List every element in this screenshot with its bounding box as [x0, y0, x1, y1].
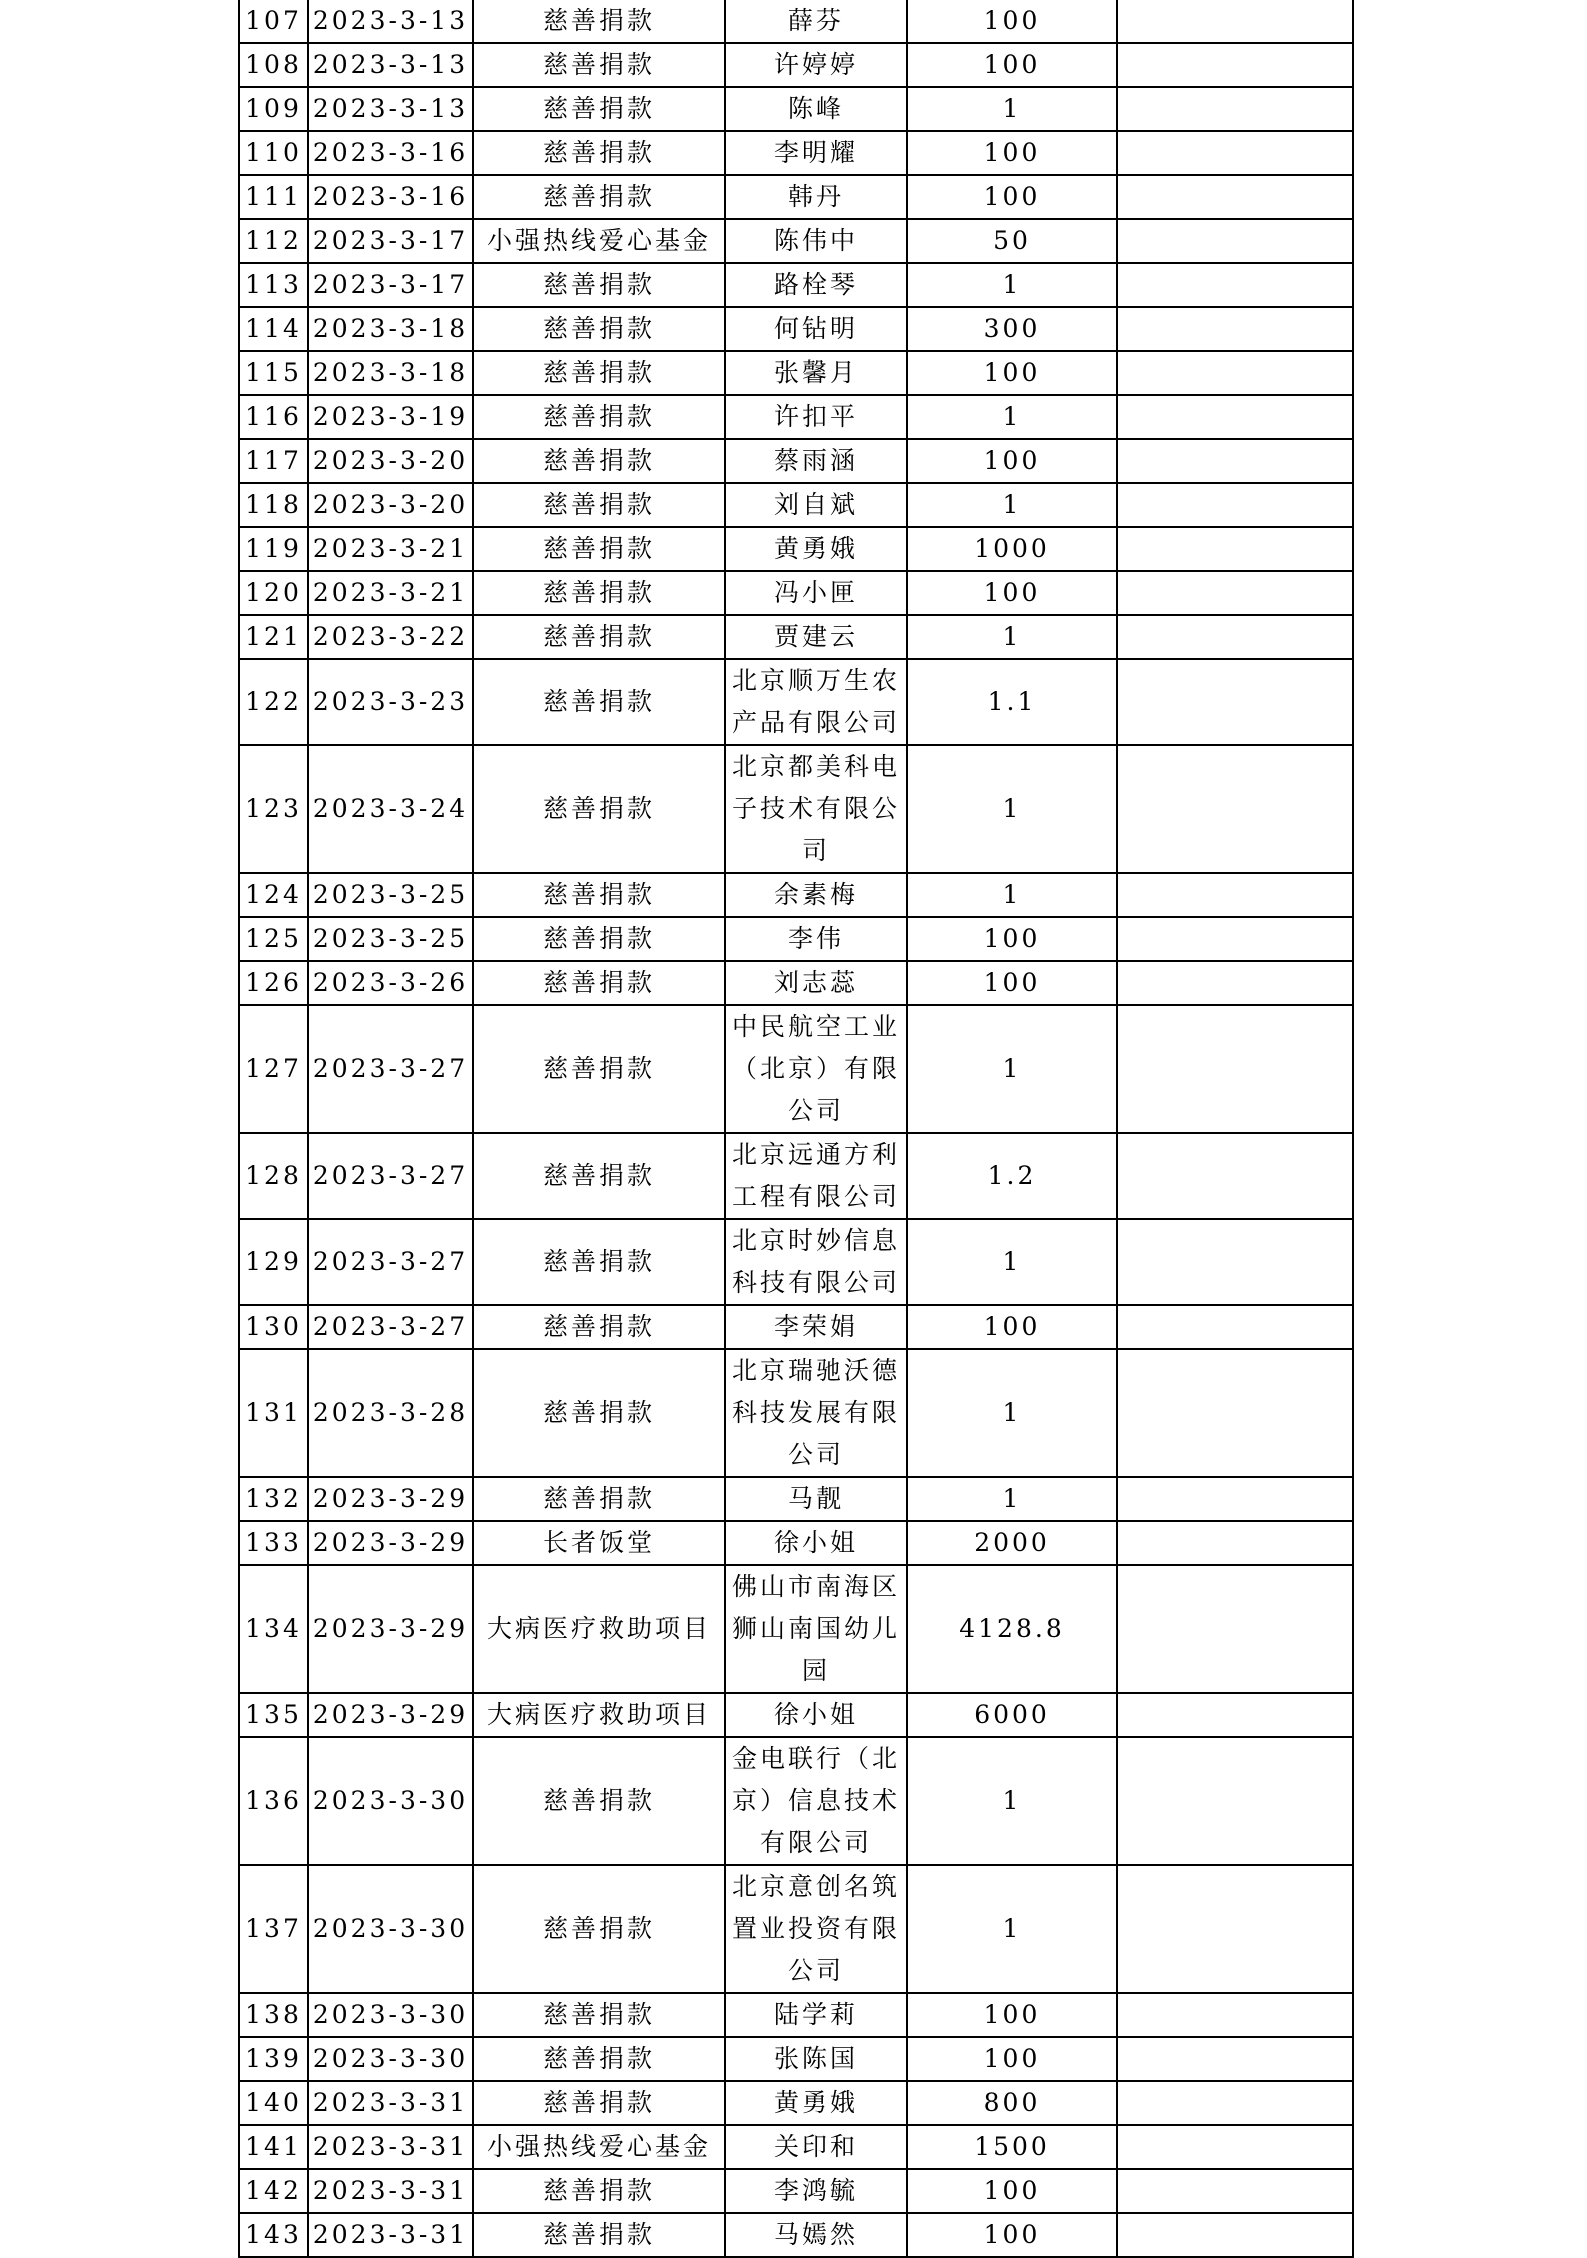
donation-amount: 1500 — [907, 2125, 1117, 2169]
row-number: 113 — [239, 263, 308, 307]
donation-date: 2023-3-30 — [308, 1865, 473, 1993]
table-row — [239, 2213, 1353, 2257]
table-row — [239, 351, 1353, 395]
donation-amount: 1 — [907, 1005, 1117, 1133]
remark-cell — [1117, 1349, 1353, 1477]
donation-amount: 800 — [907, 2081, 1117, 2125]
remark-cell — [1117, 2125, 1353, 2169]
donation-date: 2023-3-29 — [308, 1565, 473, 1693]
donation-date: 2023-3-17 — [308, 219, 473, 263]
table-row — [239, 745, 1353, 873]
donor-name: 李明耀 — [725, 131, 907, 175]
remark-cell — [1117, 43, 1353, 87]
donation-amount: 2000 — [907, 1521, 1117, 1565]
table-row — [239, 961, 1353, 1005]
donor-name: 陈伟中 — [725, 219, 907, 263]
row-number: 126 — [239, 961, 308, 1005]
donor-name: 刘自斌 — [725, 483, 907, 527]
donation-date: 2023-3-19 — [308, 395, 473, 439]
table-row — [239, 527, 1353, 571]
donation-amount: 1 — [907, 1477, 1117, 1521]
remark-cell — [1117, 131, 1353, 175]
donation-amount: 4128.8 — [907, 1565, 1117, 1693]
remark-cell — [1117, 175, 1353, 219]
project-name: 慈善捐款 — [473, 659, 725, 745]
donor-name: 徐小姐 — [725, 1521, 907, 1565]
project-name: 慈善捐款 — [473, 1305, 725, 1349]
row-number: 136 — [239, 1737, 308, 1865]
table-row — [239, 87, 1353, 131]
donation-date: 2023-3-25 — [308, 873, 473, 917]
row-number: 127 — [239, 1005, 308, 1133]
donor-name: 关印和 — [725, 2125, 907, 2169]
table-row — [239, 0, 1353, 43]
remark-cell — [1117, 917, 1353, 961]
row-number: 111 — [239, 175, 308, 219]
remark-cell — [1117, 1865, 1353, 1993]
donation-date: 2023-3-24 — [308, 745, 473, 873]
donor-name: 蔡雨涵 — [725, 439, 907, 483]
remark-cell — [1117, 1565, 1353, 1693]
table-row — [239, 263, 1353, 307]
donation-amount: 100 — [907, 175, 1117, 219]
donor-name: 北京都美科电子技术有限公司 — [725, 745, 907, 873]
row-number: 124 — [239, 873, 308, 917]
row-number: 130 — [239, 1305, 308, 1349]
donation-amount: 1 — [907, 745, 1117, 873]
project-name: 慈善捐款 — [473, 1005, 725, 1133]
row-number: 110 — [239, 131, 308, 175]
project-name: 慈善捐款 — [473, 873, 725, 917]
row-number: 112 — [239, 219, 308, 263]
donation-amount: 1 — [907, 87, 1117, 131]
table-row — [239, 1737, 1353, 1865]
row-number: 133 — [239, 1521, 308, 1565]
donor-name: 北京时妙信息科技有限公司 — [725, 1219, 907, 1305]
donation-date: 2023-3-26 — [308, 961, 473, 1005]
donation-amount: 1 — [907, 1349, 1117, 1477]
project-name: 慈善捐款 — [473, 1737, 725, 1865]
table-row — [239, 571, 1353, 615]
donation-date: 2023-3-21 — [308, 571, 473, 615]
project-name: 慈善捐款 — [473, 175, 725, 219]
donation-amount: 1 — [907, 615, 1117, 659]
donor-name: 路栓琴 — [725, 263, 907, 307]
donation-amount: 100 — [907, 961, 1117, 1005]
donation-amount: 100 — [907, 131, 1117, 175]
table-row — [239, 615, 1353, 659]
row-number: 123 — [239, 745, 308, 873]
donation-amount: 1 — [907, 1219, 1117, 1305]
remark-cell — [1117, 1005, 1353, 1133]
project-name: 慈善捐款 — [473, 1865, 725, 1993]
row-number: 131 — [239, 1349, 308, 1477]
row-number: 129 — [239, 1219, 308, 1305]
donation-table — [238, 0, 1354, 2258]
donation-date: 2023-3-31 — [308, 2125, 473, 2169]
project-name: 慈善捐款 — [473, 1477, 725, 1521]
donor-name: 冯小匣 — [725, 571, 907, 615]
donor-name: 北京瑞驰沃德科技发展有限公司 — [725, 1349, 907, 1477]
donation-date: 2023-3-31 — [308, 2213, 473, 2257]
table-row — [239, 2169, 1353, 2213]
table-row — [239, 1477, 1353, 1521]
donation-date: 2023-3-20 — [308, 483, 473, 527]
remark-cell — [1117, 307, 1353, 351]
remark-cell — [1117, 873, 1353, 917]
donation-date: 2023-3-13 — [308, 43, 473, 87]
row-number: 117 — [239, 439, 308, 483]
donation-date: 2023-3-16 — [308, 175, 473, 219]
project-name: 慈善捐款 — [473, 1349, 725, 1477]
project-name: 慈善捐款 — [473, 1993, 725, 2037]
table-row — [239, 1305, 1353, 1349]
project-name: 慈善捐款 — [473, 351, 725, 395]
table-row — [239, 1349, 1353, 1477]
donor-name: 许婷婷 — [725, 43, 907, 87]
row-number: 137 — [239, 1865, 308, 1993]
donor-name: 贾建云 — [725, 615, 907, 659]
row-number: 132 — [239, 1477, 308, 1521]
donor-name: 徐小姐 — [725, 1693, 907, 1737]
remark-cell — [1117, 1693, 1353, 1737]
donor-name: 何钻明 — [725, 307, 907, 351]
donation-amount: 100 — [907, 1305, 1117, 1349]
project-name: 慈善捐款 — [473, 131, 725, 175]
donor-name: 张陈国 — [725, 2037, 907, 2081]
row-number: 119 — [239, 527, 308, 571]
remark-cell — [1117, 1737, 1353, 1865]
donor-name: 北京远通方利工程有限公司 — [725, 1133, 907, 1219]
donation-amount: 1 — [907, 483, 1117, 527]
remark-cell — [1117, 87, 1353, 131]
table-row — [239, 2125, 1353, 2169]
donor-name: 北京意创名筑置业投资有限公司 — [725, 1865, 907, 1993]
donor-name: 陈峰 — [725, 87, 907, 131]
project-name: 慈善捐款 — [473, 483, 725, 527]
row-number: 140 — [239, 2081, 308, 2125]
donation-amount: 100 — [907, 571, 1117, 615]
donation-date: 2023-3-29 — [308, 1521, 473, 1565]
donation-amount: 100 — [907, 439, 1117, 483]
donor-name: 佛山市南海区狮山南国幼儿园 — [725, 1565, 907, 1693]
donation-amount: 1 — [907, 263, 1117, 307]
project-name: 慈善捐款 — [473, 1133, 725, 1219]
remark-cell — [1117, 2037, 1353, 2081]
remark-cell — [1117, 1219, 1353, 1305]
donation-amount: 1.1 — [907, 659, 1117, 745]
remark-cell — [1117, 527, 1353, 571]
donation-amount: 50 — [907, 219, 1117, 263]
row-number: 142 — [239, 2169, 308, 2213]
donation-amount: 1 — [907, 873, 1117, 917]
donation-date: 2023-3-29 — [308, 1693, 473, 1737]
row-number: 135 — [239, 1693, 308, 1737]
donation-date: 2023-3-27 — [308, 1305, 473, 1349]
donor-name: 薛芬 — [725, 0, 907, 43]
donation-date: 2023-3-23 — [308, 659, 473, 745]
project-name: 慈善捐款 — [473, 615, 725, 659]
remark-cell — [1117, 439, 1353, 483]
remark-cell — [1117, 659, 1353, 745]
donation-date: 2023-3-29 — [308, 1477, 473, 1521]
donor-name: 刘志蕊 — [725, 961, 907, 1005]
donation-amount: 1 — [907, 1865, 1117, 1993]
donation-date: 2023-3-16 — [308, 131, 473, 175]
table-row — [239, 1219, 1353, 1305]
project-name: 大病医疗救助项目 — [473, 1565, 725, 1693]
project-name: 慈善捐款 — [473, 917, 725, 961]
project-name: 大病医疗救助项目 — [473, 1693, 725, 1737]
table-row — [239, 917, 1353, 961]
donation-amount: 100 — [907, 1993, 1117, 2037]
donation-amount: 100 — [907, 2169, 1117, 2213]
donation-amount: 100 — [907, 2037, 1117, 2081]
project-name: 慈善捐款 — [473, 2081, 725, 2125]
remark-cell — [1117, 0, 1353, 43]
table-row — [239, 439, 1353, 483]
remark-cell — [1117, 483, 1353, 527]
table-row — [239, 1693, 1353, 1737]
remark-cell — [1117, 1133, 1353, 1219]
donation-date: 2023-3-25 — [308, 917, 473, 961]
row-number: 134 — [239, 1565, 308, 1693]
remark-cell — [1117, 395, 1353, 439]
donation-date: 2023-3-21 — [308, 527, 473, 571]
donor-name: 马靓 — [725, 1477, 907, 1521]
donation-date: 2023-3-20 — [308, 439, 473, 483]
row-number: 107 — [239, 0, 308, 43]
table-row — [239, 483, 1353, 527]
table-row — [239, 1993, 1353, 2037]
remark-cell — [1117, 351, 1353, 395]
row-number: 122 — [239, 659, 308, 745]
donation-date: 2023-3-30 — [308, 2037, 473, 2081]
table-row — [239, 1133, 1353, 1219]
donor-name: 许扣平 — [725, 395, 907, 439]
donation-amount: 1000 — [907, 527, 1117, 571]
donation-date: 2023-3-17 — [308, 263, 473, 307]
row-number: 138 — [239, 1993, 308, 2037]
project-name: 慈善捐款 — [473, 43, 725, 87]
donation-date: 2023-3-13 — [308, 87, 473, 131]
project-name: 小强热线爱心基金 — [473, 2125, 725, 2169]
project-name: 慈善捐款 — [473, 307, 725, 351]
donor-name: 李荣娟 — [725, 1305, 907, 1349]
donor-name: 马嫣然 — [725, 2213, 907, 2257]
donation-amount: 100 — [907, 0, 1117, 43]
donor-name: 中民航空工业（北京）有限公司 — [725, 1005, 907, 1133]
table-row — [239, 873, 1353, 917]
donation-date: 2023-3-22 — [308, 615, 473, 659]
remark-cell — [1117, 615, 1353, 659]
table-row — [239, 219, 1353, 263]
row-number: 109 — [239, 87, 308, 131]
donation-table-body — [239, 0, 1353, 2257]
project-name: 慈善捐款 — [473, 745, 725, 873]
remark-cell — [1117, 219, 1353, 263]
donation-amount: 100 — [907, 351, 1117, 395]
donor-name: 黄勇娥 — [725, 2081, 907, 2125]
project-name: 慈善捐款 — [473, 1219, 725, 1305]
row-number: 116 — [239, 395, 308, 439]
row-number: 141 — [239, 2125, 308, 2169]
table-row — [239, 131, 1353, 175]
row-number: 121 — [239, 615, 308, 659]
project-name: 长者饭堂 — [473, 1521, 725, 1565]
remark-cell — [1117, 2081, 1353, 2125]
remark-cell — [1117, 1521, 1353, 1565]
donation-amount: 100 — [907, 43, 1117, 87]
row-number: 128 — [239, 1133, 308, 1219]
donation-date: 2023-3-31 — [308, 2169, 473, 2213]
remark-cell — [1117, 745, 1353, 873]
project-name: 慈善捐款 — [473, 439, 725, 483]
table-row — [239, 175, 1353, 219]
donor-name: 陆学莉 — [725, 1993, 907, 2037]
donation-amount: 100 — [907, 2213, 1117, 2257]
donor-name: 李伟 — [725, 917, 907, 961]
donation-amount: 1.2 — [907, 1133, 1117, 1219]
project-name: 慈善捐款 — [473, 87, 725, 131]
project-name: 小强热线爱心基金 — [473, 219, 725, 263]
donation-date: 2023-3-28 — [308, 1349, 473, 1477]
donation-date: 2023-3-13 — [308, 0, 473, 43]
donor-name: 张馨月 — [725, 351, 907, 395]
project-name: 慈善捐款 — [473, 2213, 725, 2257]
donation-amount: 100 — [907, 917, 1117, 961]
table-row — [239, 395, 1353, 439]
donation-amount: 300 — [907, 307, 1117, 351]
table-row — [239, 659, 1353, 745]
project-name: 慈善捐款 — [473, 527, 725, 571]
project-name: 慈善捐款 — [473, 2037, 725, 2081]
donation-date: 2023-3-31 — [308, 2081, 473, 2125]
donor-name: 余素梅 — [725, 873, 907, 917]
table-row — [239, 2081, 1353, 2125]
donor-name: 金电联行（北京）信息技术有限公司 — [725, 1737, 907, 1865]
table-row — [239, 1865, 1353, 1993]
project-name: 慈善捐款 — [473, 961, 725, 1005]
remark-cell — [1117, 2169, 1353, 2213]
donation-date: 2023-3-27 — [308, 1219, 473, 1305]
remark-cell — [1117, 1993, 1353, 2037]
row-number: 120 — [239, 571, 308, 615]
remark-cell — [1117, 263, 1353, 307]
project-name: 慈善捐款 — [473, 2169, 725, 2213]
project-name: 慈善捐款 — [473, 263, 725, 307]
donation-amount: 1 — [907, 1737, 1117, 1865]
remark-cell — [1117, 961, 1353, 1005]
project-name: 慈善捐款 — [473, 571, 725, 615]
donor-name: 北京顺万生农产品有限公司 — [725, 659, 907, 745]
donation-date: 2023-3-18 — [308, 351, 473, 395]
table-row — [239, 1565, 1353, 1693]
donor-name: 李鸿毓 — [725, 2169, 907, 2213]
donor-name: 黄勇娥 — [725, 527, 907, 571]
donation-date: 2023-3-30 — [308, 1737, 473, 1865]
donation-date: 2023-3-27 — [308, 1005, 473, 1133]
row-number: 118 — [239, 483, 308, 527]
row-number: 108 — [239, 43, 308, 87]
row-number: 125 — [239, 917, 308, 961]
donation-date: 2023-3-30 — [308, 1993, 473, 2037]
table-row — [239, 1005, 1353, 1133]
project-name: 慈善捐款 — [473, 395, 725, 439]
remark-cell — [1117, 2213, 1353, 2257]
row-number: 143 — [239, 2213, 308, 2257]
donation-amount: 6000 — [907, 1693, 1117, 1737]
table-row — [239, 307, 1353, 351]
donation-date: 2023-3-27 — [308, 1133, 473, 1219]
project-name: 慈善捐款 — [473, 0, 725, 43]
row-number: 115 — [239, 351, 308, 395]
donor-name: 韩丹 — [725, 175, 907, 219]
table-row — [239, 2037, 1353, 2081]
row-number: 114 — [239, 307, 308, 351]
donation-date: 2023-3-18 — [308, 307, 473, 351]
table-row — [239, 1521, 1353, 1565]
row-number: 139 — [239, 2037, 308, 2081]
remark-cell — [1117, 1305, 1353, 1349]
remark-cell — [1117, 571, 1353, 615]
table-row — [239, 43, 1353, 87]
donation-amount: 1 — [907, 395, 1117, 439]
remark-cell — [1117, 1477, 1353, 1521]
